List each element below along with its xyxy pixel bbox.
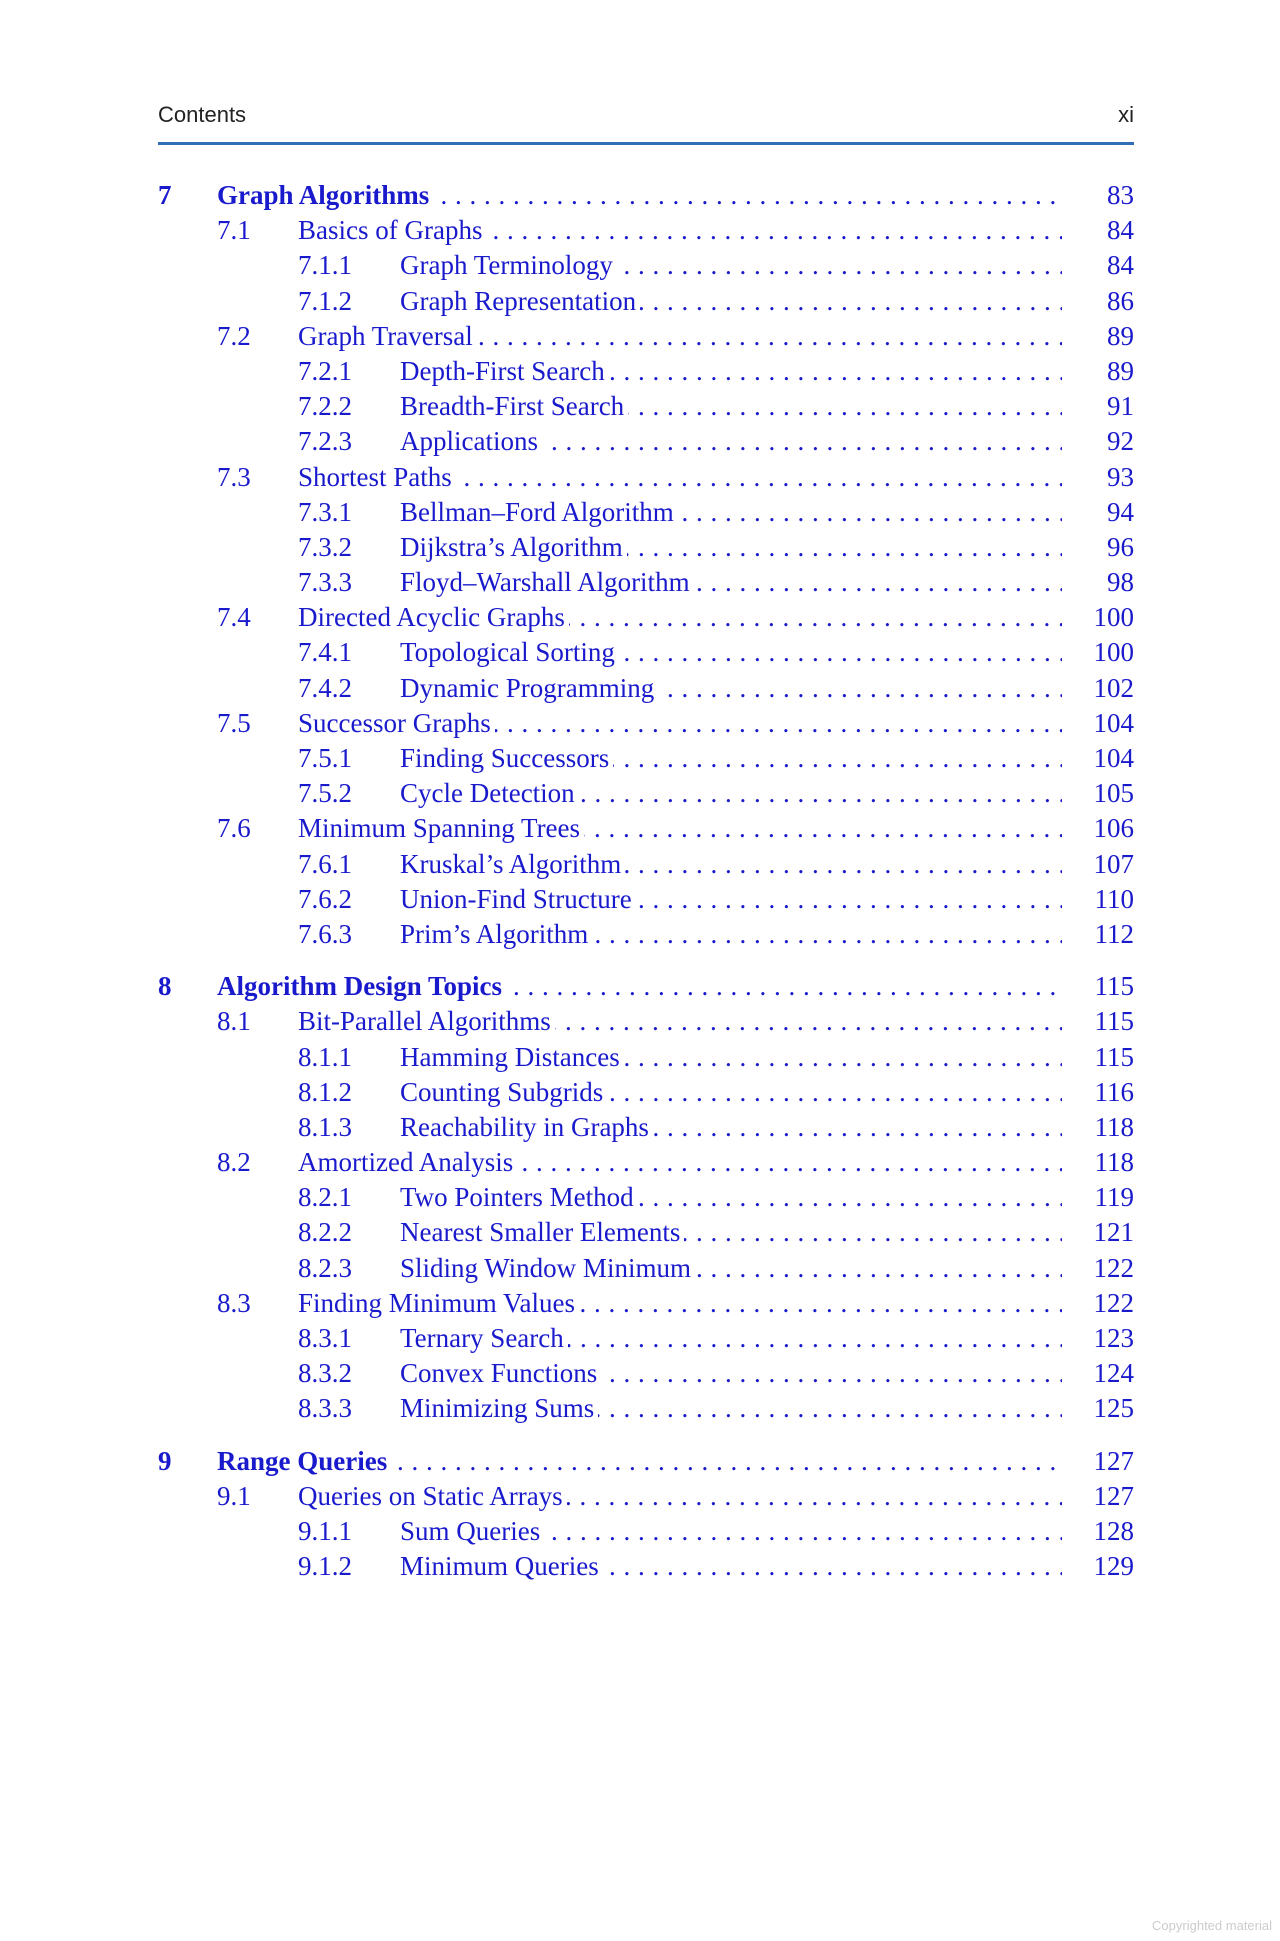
toc-section-entry[interactable]	[158, 213, 1134, 248]
table-of-contents	[158, 178, 1134, 1584]
toc-entry-page[interactable]: 115	[1089, 1040, 1135, 1075]
watermark: Copyrighted material	[1152, 1918, 1272, 1933]
toc-entry-number: 7	[158, 180, 172, 210]
toc-entry-number: 7.2	[217, 320, 251, 351]
toc-entry-number: 7.4.2	[298, 672, 352, 703]
page-number: xi	[1118, 102, 1134, 127]
toc-entry-page[interactable]: 98	[1101, 565, 1134, 600]
toc-subsection-entry[interactable]	[158, 1040, 1134, 1075]
toc-subsection-entry[interactable]	[158, 248, 1134, 283]
toc-entry-title-leader	[400, 847, 1062, 882]
toc-entry-number: 8.2.2	[298, 1217, 352, 1248]
toc-subsection-entry[interactable]	[158, 635, 1134, 670]
toc-entry-number: 7.2.2	[298, 391, 352, 422]
toc-entry-number: 7.5.2	[298, 778, 352, 809]
toc-entry-page[interactable]: 110	[1089, 882, 1135, 917]
toc-entry-title-leader	[400, 1040, 1062, 1075]
toc-entry-title-leader	[400, 248, 1062, 283]
toc-entry-number: 8.1.2	[298, 1076, 352, 1107]
toc-entry-page[interactable]: 115	[1089, 969, 1135, 1004]
toc-entry-title-leader	[298, 706, 1062, 741]
toc-entry-page[interactable]: 86	[1101, 284, 1134, 319]
toc-subsection-entry[interactable]	[158, 389, 1134, 424]
toc-section-entry[interactable]	[158, 1004, 1134, 1039]
toc-entry-title-leader	[298, 1145, 1062, 1180]
toc-entry-number: 8.2.1	[298, 1182, 352, 1213]
toc-entry-title[interactable]: Cycle Detection	[400, 778, 579, 808]
toc-entry-number: 7.4.1	[298, 637, 352, 668]
toc-entry-title-leader	[400, 917, 1062, 952]
toc-entry-title[interactable]: Sliding Window Minimum	[400, 1253, 695, 1283]
toc-entry-page[interactable]: 121	[1088, 1215, 1135, 1250]
toc-entry-title[interactable]: Topological Sorting	[400, 637, 619, 667]
toc-entry-title-leader	[400, 882, 1062, 917]
toc-entry-title[interactable]: Queries on Static Arrays	[298, 1481, 567, 1511]
toc-entry-title[interactable]: Nearest Smaller Elements	[400, 1217, 684, 1247]
toc-entry-number: 7.3.1	[298, 496, 352, 527]
toc-subsection-entry[interactable]	[158, 847, 1134, 882]
toc-section-entry[interactable]	[158, 1286, 1134, 1321]
toc-entry-number: 7.6.1	[298, 848, 352, 879]
toc-subsection-entry[interactable]	[158, 882, 1134, 917]
toc-entry-title-leader	[400, 1514, 1062, 1549]
toc-entry-title[interactable]: Dijkstra’s Algorithm	[400, 532, 627, 562]
toc-chapter-entry[interactable]	[158, 178, 1134, 213]
toc-entry-number: 9	[158, 1445, 172, 1476]
running-title: Contents	[158, 102, 247, 127]
toc-subsection-entry[interactable]	[158, 1321, 1134, 1356]
toc-entry-page[interactable]: 92	[1101, 424, 1134, 459]
toc-entry-title[interactable]: Bit-Parallel Algorithms	[298, 1006, 555, 1036]
toc-entry-title[interactable]: Floyd–Warshall Algorithm	[400, 567, 694, 597]
page-header	[158, 98, 1134, 145]
toc-subsection-entry[interactable]	[158, 424, 1134, 459]
toc-entry-page[interactable]: 83	[1101, 178, 1134, 213]
toc-entry-title[interactable]: Minimum Spanning Trees	[298, 813, 584, 843]
toc-entry-page[interactable]: 127	[1088, 1444, 1135, 1479]
toc-entry-title[interactable]: Finding Minimum Values	[298, 1288, 579, 1318]
toc-entry-title[interactable]: Counting Subgrids	[400, 1077, 607, 1107]
toc-entry-title[interactable]: Hamming Distances	[400, 1042, 624, 1072]
toc-subsection-entry[interactable]	[158, 671, 1134, 706]
toc-entry-page[interactable]: 122	[1088, 1251, 1135, 1286]
toc-entry-page[interactable]: 102	[1088, 671, 1135, 706]
toc-subsection-entry[interactable]	[158, 284, 1134, 319]
toc-entry-title-leader	[217, 178, 1062, 213]
toc-entry-page[interactable]: 122	[1088, 1286, 1135, 1321]
toc-entry-title-leader	[298, 213, 1062, 248]
toc-entry-title-leader	[400, 1180, 1062, 1215]
toc-entry-title[interactable]: Graph Algorithms	[217, 180, 433, 210]
toc-entry-title[interactable]: Successor Graphs	[298, 708, 495, 738]
toc-entry-title[interactable]: Graph Terminology	[400, 250, 617, 280]
toc-entry-title-leader	[400, 776, 1062, 811]
toc-entry-page[interactable]: 91	[1101, 389, 1134, 424]
toc-subsection-entry[interactable]	[158, 1251, 1134, 1286]
toc-chapter	[158, 178, 1134, 952]
toc-entry-number: 8.2	[217, 1147, 251, 1178]
toc-entry-number: 7.1.2	[298, 285, 352, 316]
toc-subsection-entry[interactable]	[158, 1391, 1134, 1426]
toc-entry-page[interactable]: 105	[1088, 776, 1135, 811]
toc-entry-page[interactable]: 127	[1088, 1479, 1135, 1514]
toc-entry-page[interactable]: 93	[1101, 460, 1134, 495]
toc-subsection-entry[interactable]	[158, 530, 1134, 565]
toc-entry-title[interactable]: Ternary Search	[400, 1323, 568, 1353]
toc-entry-title-leader	[400, 1251, 1062, 1286]
toc-subsection-entry[interactable]	[158, 1110, 1134, 1145]
toc-entry-title-leader	[298, 811, 1062, 846]
toc-entry-number: 7.6	[217, 813, 251, 844]
toc-entry-title[interactable]: Range Queries	[217, 1446, 391, 1476]
toc-entry-title-leader	[400, 495, 1062, 530]
toc-entry-title-leader	[217, 969, 1062, 1004]
toc-entry-title-leader	[400, 741, 1062, 776]
toc-subsection-entry[interactable]	[158, 495, 1134, 530]
toc-subsection-entry[interactable]	[158, 1514, 1134, 1549]
toc-entry-number: 7.2.3	[298, 426, 352, 457]
toc-entry-title[interactable]: Union-Find Structure	[400, 884, 636, 914]
toc-entry-page[interactable]: 100	[1088, 635, 1135, 670]
toc-entry-number: 7.6.2	[298, 883, 352, 914]
toc-entry-title[interactable]: Graph Traversal	[298, 321, 477, 351]
toc-chapter	[158, 969, 1134, 1426]
toc-entry-title-leader	[400, 424, 1062, 459]
toc-entry-title-leader	[400, 1075, 1062, 1110]
toc-entry-number: 8.3.3	[298, 1393, 352, 1424]
toc-entry-page[interactable]: 107	[1088, 847, 1135, 882]
toc-entry-number: 7.1	[217, 215, 251, 246]
toc-entry-title-leader	[400, 389, 1062, 424]
toc-entry-title-leader	[400, 1321, 1062, 1356]
toc-entry-page[interactable]: 129	[1088, 1549, 1135, 1584]
toc-entry-title[interactable]: Algorithm Design Topics	[217, 971, 506, 1001]
toc-entry-title-leader	[400, 1391, 1062, 1426]
toc-entry-title[interactable]: Basics of Graphs	[298, 215, 486, 245]
toc-section-entry[interactable]	[158, 319, 1134, 354]
toc-entry-title-leader	[400, 635, 1062, 670]
toc-section-entry[interactable]	[158, 600, 1134, 635]
toc-entry-page[interactable]: 96	[1101, 530, 1134, 565]
toc-entry-title-leader	[400, 354, 1062, 389]
toc-section-entry[interactable]	[158, 460, 1134, 495]
toc-entry-page[interactable]: 128	[1088, 1514, 1135, 1549]
toc-entry-number: 9.1.2	[298, 1551, 352, 1582]
toc-entry-number: 7.5.1	[298, 743, 352, 773]
toc-entry-number: 7.3	[217, 461, 251, 492]
toc-entry-number: 9.1.1	[298, 1515, 352, 1546]
toc-subsection-entry[interactable]	[158, 565, 1134, 600]
toc-chapter-entry[interactable]	[158, 1444, 1134, 1479]
toc-entry-title-leader	[400, 1215, 1062, 1250]
toc-subsection-entry[interactable]	[158, 917, 1134, 952]
toc-entry-title[interactable]: Directed Acyclic Graphs	[298, 602, 569, 632]
toc-entry-number: 7.1.1	[298, 250, 352, 281]
toc-subsection-entry[interactable]	[158, 1075, 1134, 1110]
toc-entry-page[interactable]: 104	[1088, 741, 1135, 776]
toc-entry-title-leader	[217, 1444, 1062, 1479]
toc-entry-number: 8.3.2	[298, 1358, 352, 1389]
toc-entry-title[interactable]: Dynamic Programming	[400, 673, 658, 703]
toc-entry-title[interactable]: Sum Queries	[400, 1516, 544, 1546]
toc-section-entry[interactable]	[158, 1479, 1134, 1514]
toc-entry-number: 9.1	[217, 1480, 251, 1511]
toc-entry-title[interactable]: Minimum Queries	[400, 1551, 603, 1581]
toc-entry-number: 8.1.3	[298, 1111, 352, 1142]
toc-subsection-entry[interactable]	[158, 1180, 1134, 1215]
toc-entry-number: 7.4	[217, 602, 251, 633]
toc-entry-page[interactable]: 112	[1089, 917, 1135, 952]
toc-entry-title[interactable]: Amortized Analysis	[298, 1147, 517, 1177]
toc-entry-page[interactable]: 84	[1101, 248, 1134, 283]
toc-entry-page[interactable]: 118	[1089, 1110, 1135, 1145]
toc-entry-title-leader	[298, 1286, 1062, 1321]
toc-entry-page[interactable]: 123	[1088, 1321, 1135, 1356]
toc-entry-title[interactable]: Finding Successors	[400, 743, 613, 773]
toc-section-entry[interactable]	[158, 706, 1134, 741]
toc-entry-title-leader	[298, 319, 1062, 354]
toc-entry-title[interactable]: Prim’s Algorithm	[400, 919, 592, 949]
toc-entry-number: 8	[158, 971, 172, 1002]
toc-entry-title-leader	[298, 460, 1062, 495]
toc-entry-page[interactable]: 89	[1101, 354, 1134, 389]
toc-entry-page[interactable]: 89	[1101, 319, 1134, 354]
toc-entry-number: 7.3.2	[298, 531, 352, 562]
toc-subsection-entry[interactable]	[158, 1215, 1134, 1250]
toc-entry-title-leader	[400, 284, 1062, 319]
toc-entry-title-leader	[400, 565, 1062, 600]
toc-entry-title-leader	[298, 1479, 1062, 1514]
toc-entry-number: 8.2.3	[298, 1252, 352, 1283]
toc-entry-number: 7.3.3	[298, 567, 352, 598]
toc-entry-page[interactable]: 100	[1088, 600, 1135, 635]
toc-entry-title-leader	[400, 1549, 1062, 1584]
toc-subsection-entry[interactable]	[158, 354, 1134, 389]
toc-entry-page[interactable]: 106	[1088, 811, 1135, 846]
toc-entry-title[interactable]: Applications	[400, 426, 542, 456]
toc-subsection-entry[interactable]	[158, 1549, 1134, 1584]
toc-entry-title-leader	[400, 1110, 1062, 1145]
toc-subsection-entry[interactable]	[158, 776, 1134, 811]
toc-entry-number: 8.1	[217, 1006, 251, 1037]
toc-entry-title[interactable]: Breadth-First Search	[400, 391, 628, 421]
toc-entry-title[interactable]: Graph Representation	[400, 286, 640, 316]
toc-entry-page[interactable]: 125	[1088, 1391, 1135, 1426]
toc-entry-number: 8.1.1	[298, 1041, 352, 1072]
toc-entry-number: 7.5	[217, 707, 251, 738]
toc-entry-number: 7.2.1	[298, 355, 352, 386]
toc-chapter-entry[interactable]	[158, 969, 1134, 1004]
toc-entry-title[interactable]: Bellman–Ford Algorithm	[400, 497, 678, 527]
toc-entry-page[interactable]: 124	[1088, 1356, 1135, 1391]
toc-entry-number: 7.6.3	[298, 918, 352, 949]
toc-entry-page[interactable]: 119	[1089, 1180, 1135, 1215]
toc-entry-title[interactable]: Minimizing Sums	[400, 1393, 598, 1423]
toc-entry-title[interactable]: Convex Functions	[400, 1358, 601, 1388]
toc-entry-number: 8.3	[217, 1287, 251, 1318]
toc-entry-title[interactable]: Two Pointers Method	[400, 1182, 638, 1212]
toc-entry-page[interactable]: 94	[1101, 495, 1134, 530]
toc-entry-title-leader	[400, 671, 1062, 706]
toc-section-entry[interactable]	[158, 1145, 1134, 1180]
toc-chapter	[158, 1444, 1134, 1585]
toc-subsection-entry[interactable]	[158, 741, 1134, 776]
toc-entry-page[interactable]: 116	[1089, 1075, 1135, 1110]
toc-entry-title-leader	[400, 1356, 1062, 1391]
toc-entry-title[interactable]: Reachability in Graphs	[400, 1112, 653, 1142]
toc-entry-page[interactable]: 104	[1088, 706, 1135, 741]
toc-entry-title-leader	[400, 530, 1062, 565]
toc-subsection-entry[interactable]	[158, 1356, 1134, 1391]
toc-entry-title-leader	[298, 1004, 1062, 1039]
toc-entry-title-leader	[298, 600, 1062, 635]
toc-entry-page[interactable]: 84	[1101, 213, 1134, 248]
toc-entry-title[interactable]: Depth-First Search	[400, 356, 609, 386]
toc-entry-title[interactable]: Kruskal’s Algorithm	[400, 849, 625, 879]
toc-section-entry[interactable]	[158, 811, 1134, 846]
toc-entry-page[interactable]: 118	[1089, 1145, 1135, 1180]
toc-entry-number: 8.3.1	[298, 1323, 352, 1353]
toc-entry-title[interactable]: Shortest Paths	[298, 462, 456, 492]
toc-entry-page[interactable]: 115	[1089, 1004, 1135, 1039]
